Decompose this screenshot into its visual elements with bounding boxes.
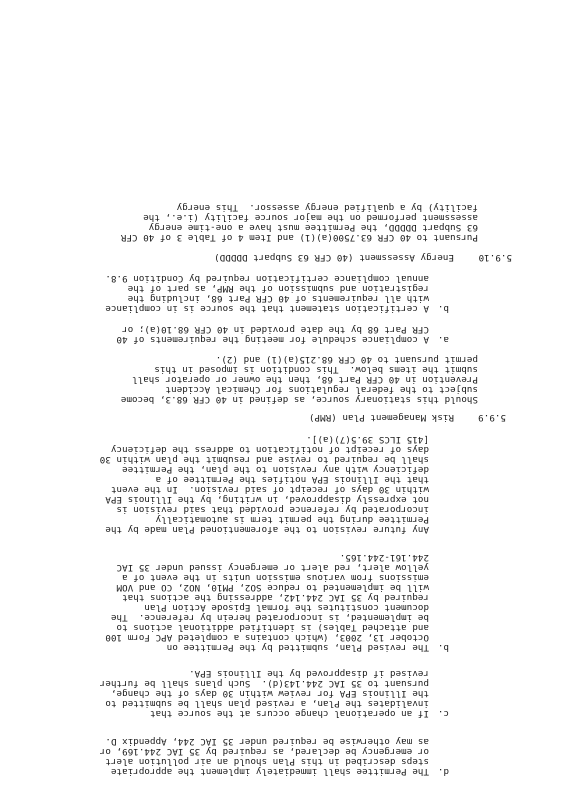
- section-title: Risk Management Plan (RMP): [308, 412, 454, 423]
- section-title: Energy Assessment (40 CFR 63 Subpart DDDDD): [214, 252, 454, 263]
- item-letter: b.: [437, 642, 449, 653]
- text-line: submit the items below. This condition is imposed in this: [154, 364, 478, 375]
- text-line: not expressly disapproved, in writing, by the Illinois EPA: [105, 494, 429, 505]
- text-line: annual compliance certification required by Condition 9.8.: [105, 273, 429, 284]
- text-line: Prevention in 40 CFR Part 68, then the owner or operator shall: [131, 374, 478, 385]
- text-line: assessment performed on the major source facility (i.e., the: [143, 212, 478, 223]
- text-line: Any future revision to the aforementioned Plan made by the: [105, 524, 429, 535]
- text-line: required by 35 IAC 244.142, addressing the actions that: [122, 592, 429, 603]
- text-line: as may otherwise be required under 35 IAC 244, Appendix D.: [105, 736, 429, 747]
- text-line: steps described in this Plan should an air pollution alert: [105, 756, 429, 767]
- text-line: incorporated by reference provided that said revision is: [116, 504, 429, 515]
- text-line: The Permittee shall immediately implement the appropriate: [110, 766, 429, 777]
- text-line: emissions from various emission units in the event of a: [122, 572, 429, 583]
- text-line: shall be required to revise and resubmit the plan within 30: [99, 454, 429, 465]
- text-line: The revised Plan, submitted by the Permittee on: [166, 642, 429, 653]
- item-letter: c.: [437, 708, 449, 719]
- text-line: Should this stationary source, as defined in 40 CFR 68.3, become: [120, 394, 478, 405]
- text-line: invalidates the Plan, a revised plan shall be submitted to: [105, 698, 429, 709]
- text-line: or emergency be declared, as required by 35 IAC 244.169, or: [99, 746, 429, 757]
- text-line: yellow alert, red alert or emergency issued under 35 IAC: [116, 562, 429, 573]
- text-line: revised if disapproved by the Illinois EPA.: [189, 668, 429, 679]
- text-line: CFR Part 68 by the date provided in 40 CFR 68.10(a); or: [122, 324, 429, 335]
- text-line: with all requirements of 40 CFR Part 68, including the: [127, 293, 429, 304]
- text-line: within 30 days of receipt of said revision. In the event: [110, 484, 429, 495]
- item-letter: d.: [437, 766, 449, 777]
- text-line: subject to the federal regulations for Chemical Accident: [165, 384, 478, 395]
- text-line: facility) by a qualified energy assessor. This energy: [176, 202, 478, 213]
- text-line: 63 Subpart DDDDD, the Permittee must have a one-time energy: [148, 222, 478, 233]
- text-line: registration and submission of the RMP, as part of the: [127, 283, 429, 294]
- text-line: 244.161-244.165.: [339, 552, 429, 563]
- text-line: A compliance schedule for meeting the requirements of 40: [116, 334, 429, 345]
- text-line: days of receipt of notification to address the deficiency: [110, 444, 429, 455]
- item-letter: a.: [437, 334, 449, 345]
- text-line: Permittee during the permit term is automatically: [155, 514, 429, 525]
- section-number: 5.9.10: [478, 252, 512, 263]
- text-line: permit pursuant to 40 CFR 68.215(a)(1) and (2).: [215, 354, 478, 365]
- text-line: be implemented, is incorporated herein by reference. The: [110, 612, 429, 623]
- text-line: that the Illinois EPA notifies the Permittee of a: [155, 474, 429, 485]
- text-line: Pursuant to 40 CFR 63.7500(a)(1) and Item 4 of Table 3 of 40 CFR: [120, 232, 478, 243]
- text-line: will be implemented to reduce SO2, PM10, NO2, CO and VOM: [116, 582, 429, 593]
- text-line: A certification statement that the source is in compliance: [105, 303, 429, 314]
- text-line: document constitutes the formal Episode Action Plan: [144, 602, 429, 613]
- section-number: 5.9.9: [478, 412, 506, 423]
- text-line: October 13, 2003, (which contains a completed APC Form 100: [105, 632, 429, 643]
- text-line: the Illinois EPA for review within 30 days of the change,: [110, 688, 429, 699]
- text-line: [415 ILCS 39.5(7)(a)].: [306, 434, 429, 445]
- text-line: and attached Tables) is identified additional actions to: [116, 622, 429, 633]
- text-line: pursuant to 35 IAC 244.143(d). Such plans shall be further: [99, 678, 429, 689]
- item-letter: b.: [437, 303, 449, 314]
- text-line: If an operational change occurs at the source that: [149, 708, 429, 719]
- text-line: deficiency with any revision to the plan, the Permittee: [122, 464, 429, 475]
